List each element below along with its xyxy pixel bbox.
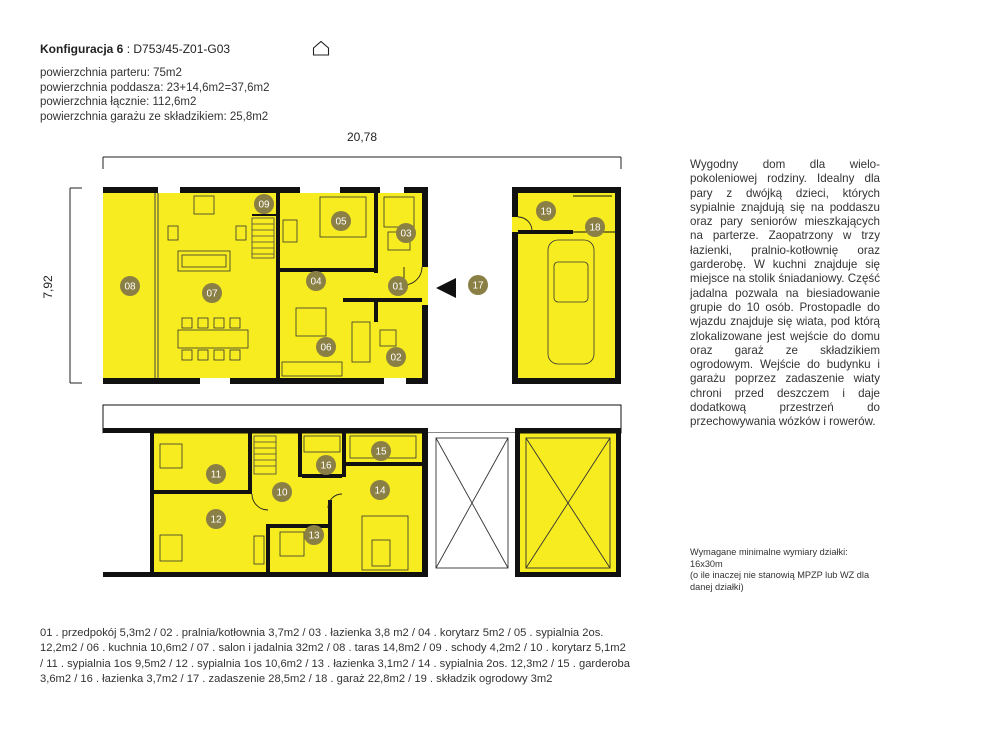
spec-ground-floor: powierzchnia parteru: 75m2 xyxy=(40,67,182,79)
room-badge-label: 03 xyxy=(400,228,412,240)
room-badge-label: 07 xyxy=(206,288,218,300)
dimension-depth xyxy=(70,188,82,383)
room-badge-03 xyxy=(396,223,416,243)
room-badge-label: 15 xyxy=(375,446,387,458)
room-badge-11 xyxy=(206,464,226,484)
room-badge-label: 05 xyxy=(335,216,347,228)
dimension-width-label: 20,78 xyxy=(346,130,378,144)
room-badge-02 xyxy=(386,347,406,367)
room-badge-label: 19 xyxy=(540,206,552,218)
room-badge-label: 01 xyxy=(392,281,404,293)
plot-min-size: Wymagane minimalne wymiary działki: 16x30m xyxy=(690,547,848,569)
config-name: Konfiguracja 6 xyxy=(40,42,124,56)
room-badge-label: 17 xyxy=(472,280,484,292)
room-badge-05 xyxy=(331,211,351,231)
room-badge-08 xyxy=(120,276,140,296)
room-badge-label: 09 xyxy=(258,199,270,211)
house-description: Wygodny dom dla wielo-pokoleniowej rodziny. Idealny dla pary z dwójką dzieci, których sypialnie znajdują się na poddaszu oraz pary seniorów mieszkających na parterze. Zaopatrzony w trzy łazienki, pralnio-kotłownię oraz garderobę. W kuchni znajduje się miejsce na stolik śniadaniowy. Część jadalna pozwala na biesiadowanie grupie do 10 osób. Prostopadle do wjazdu znajduje się wiata, pod którą zlokalizowane jest wejście do domu oraz garaż ze składzikiem ogrodowym. Wejście do budynku i garażu poprzez zadaszenie wiaty chroni przed deszczem i daje dodatkową przestrzeń do przechowywania wózków i rowerów. xyxy=(690,158,880,429)
dimension-width xyxy=(103,157,621,169)
room-badge-label: 12 xyxy=(210,514,222,526)
attic-floor xyxy=(103,405,621,577)
room-badge-label: 06 xyxy=(320,342,332,354)
room-badge-16 xyxy=(316,455,336,475)
room-badge-19 xyxy=(536,201,556,221)
entrance-arrow-icon xyxy=(436,278,456,298)
room-badge-17 xyxy=(468,275,488,295)
room-badge-12 xyxy=(206,509,226,529)
room-badge-01 xyxy=(388,276,408,296)
room-badge-09 xyxy=(254,194,274,214)
plot-requirements xyxy=(690,547,880,593)
room-badge-label: 02 xyxy=(390,352,402,364)
spec-total: powierzchnia łącznie: 112,6m2 xyxy=(40,96,197,108)
dimension-depth-label: 7,92 xyxy=(41,275,55,299)
room-badge-06 xyxy=(316,337,336,357)
room-badge-10 xyxy=(272,482,292,502)
room-badge-label: 04 xyxy=(310,276,322,288)
room-badge-label: 13 xyxy=(308,530,320,542)
spec-garage: powierzchnia garażu ze składzikiem: 25,8m2 xyxy=(40,110,269,123)
room-badge-label: 10 xyxy=(276,487,288,499)
room-legend: 01 . przedpokój 5,3m2 / 02 . pralnia/kotłownia 3,7m2 / 03 . łazienka 3,8 m2 / 04 . korytarz 5m2 / 05 . sypialnia 2os. 12,2m2 / 06 . kuchnia 10,6m2 / 07 . salon i jadalnia 32m2 / 08 . taras 14,8m2 / 09 . schody 4,2m2 / 10 . korytarz 5,1m2 / 11 . sypialnia 1os 9,5m2 / 12 . sypialnia 1os 10,6m2 / 13 . łazienka 3,1m2 / 14 . sypialnia 2os. 12,3m2 / 15 . garderoba 3,6m2 / 16 . łazienka 3,7m2 / 17 . zadaszenie 28,5m2 / 18 . garaż 22,8m2 / 19 . składzik ogrodowy 3m2 xyxy=(40,627,630,685)
plot-note: (o ile inaczej nie stanowią MPZP lub WZ dla danej działki) xyxy=(690,570,870,592)
config-code: : D753/45-Z01-G03 xyxy=(123,42,231,56)
room-badge-label: 14 xyxy=(374,485,386,497)
room-badge-15 xyxy=(371,441,391,461)
spec-attic: powierzchnia poddasza: 23+14,6m2=37,6m2 xyxy=(40,81,270,94)
room-badge-07 xyxy=(202,283,222,303)
room-badge-04 xyxy=(306,271,326,291)
room-badge-label: 11 xyxy=(210,469,222,481)
room-badge-label: 08 xyxy=(124,281,136,293)
room-badge-label: 16 xyxy=(320,460,332,472)
room-badge-18 xyxy=(585,217,605,237)
room-badge-13 xyxy=(304,525,324,545)
room-badge-label: 18 xyxy=(589,222,601,234)
room-badge-14 xyxy=(370,480,390,500)
